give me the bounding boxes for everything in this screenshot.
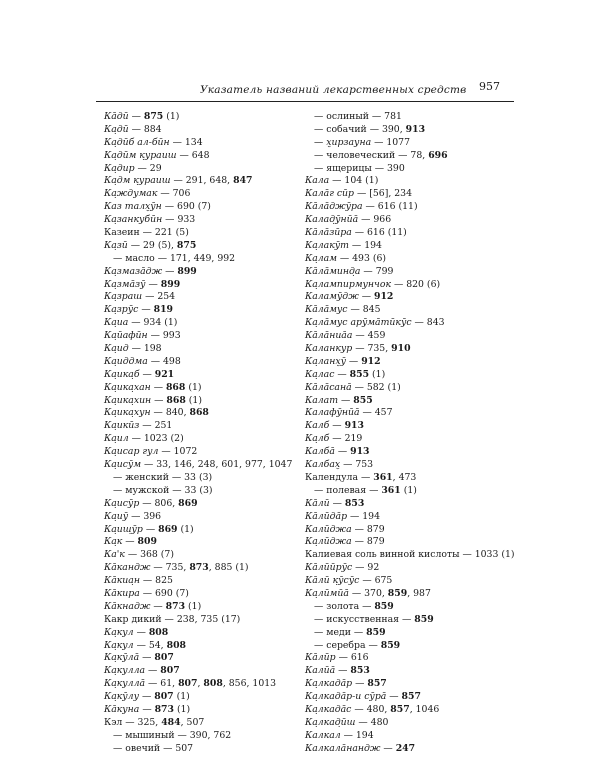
index-entry: — меди — 859 — [314, 626, 386, 638]
index-entry: Ка̄кнадж — 873 (1) — [104, 600, 202, 612]
index-entry: Калба̄ — 913 — [305, 446, 370, 458]
index-entry: Каламӯдж — 912 — [305, 291, 394, 303]
index-entry: Ка̣икӣз — 251 — [104, 420, 173, 432]
index-entry: Ка̣зма̄зӯ — 899 — [104, 278, 181, 290]
index-entry: Кала̄г сӣр — [56], 234 — [305, 188, 412, 200]
index-entry: Ка̄ла̄ниа̄а — 459 — [305, 330, 386, 342]
index-entry: Ка̣исӯр — 806, 869 — [104, 497, 198, 509]
index-entry: Ка̣лкада̄с — 480, 857, 1046 — [305, 703, 440, 715]
index-entry: Ка̣исӯм — 33, 146, 248, 601, 977, 1047 — [104, 459, 293, 471]
index-entry: Ка̣дир — 29 — [104, 162, 162, 174]
index-entry: Казеин — 221 (5) — [104, 227, 189, 239]
index-entry: Ка̣лкада̄р — 857 — [305, 678, 387, 690]
index-entry: — золота — 859 — [314, 600, 394, 612]
index-entry: — ослиный — 781 — [314, 111, 402, 122]
index-entry: Калат — 855 — [305, 394, 373, 406]
index-entry: — овечий — 507 — [113, 742, 194, 754]
index-entry: Ка̣лакӯт — 194 — [305, 239, 382, 251]
index-entry: Ка̣к — 809 — [104, 536, 157, 548]
index-entry: Ка̣дӣ — 884 — [104, 123, 162, 135]
index-entry: Ка̣занкубӣн — 933 — [104, 214, 196, 226]
index-entry: Какр дикий — 238, 735 (17) — [104, 613, 241, 625]
index-entry: Ка̣дӣм к̣ураиш — 648 — [104, 149, 210, 161]
index-entry: — ящерицы — 390 — [314, 162, 405, 174]
index-entry: Ка̣дӣб ал-бӣн — 134 — [104, 136, 203, 148]
index-entry: — человеческий — 78, 696 — [314, 149, 448, 161]
index-entry: Калкал — 194 — [305, 729, 374, 741]
index-entry: Ка̣ика̣хан — 868 (1) — [104, 381, 202, 393]
index-entry: Ка̣кулла — 807 — [104, 665, 180, 677]
index-entry: Ка̣ика̣хун — 840, 868 — [104, 407, 209, 419]
index-entry: Ка̣ика̣хин — 868 (1) — [104, 394, 202, 406]
index-entry: Кала — 104 (1) — [305, 175, 379, 187]
index-entry: Ка̣иш̣ӯр — 869 (1) — [104, 523, 194, 535]
index-entry: Ка̣лам — 493 (6) — [305, 252, 387, 264]
index-entry: Ка̄ла̄зӣра — 616 (11) — [305, 227, 407, 239]
index-entry: Ка̄ла̄джӯра — 616 (11) — [305, 201, 418, 213]
index-column-left — [104, 111, 304, 756]
index-entry: — мужской — 33 (3) — [113, 484, 213, 496]
running-header — [96, 80, 514, 102]
index-entry: Ка̣кулла̄ — 61, 807, 808, 856, 1013 — [104, 678, 277, 690]
index-entry: — х̮ирзауна — 1077 — [314, 136, 410, 148]
index-entry: Кэл — 325, 484, 507 — [104, 716, 205, 728]
index-entry: Ка̄лӣ — 853 — [305, 497, 365, 509]
header-rule — [96, 101, 514, 102]
index-entry: Ка̣лб — 219 — [305, 433, 363, 445]
index-entry: Ка̄кира — 690 (7) — [104, 587, 189, 599]
index-entry: Ка̣кӯлу — 807 (1) — [104, 691, 190, 703]
index-entry: Калбах̮ — 753 — [305, 459, 374, 471]
index-entry: — искусственная — 859 — [314, 613, 434, 625]
index-entry: — собачий — 390, 913 — [314, 123, 426, 135]
index-entry: Ка̣ждумак — 706 — [104, 188, 191, 200]
index-entry: Калӣа̄ — 853 — [305, 665, 370, 677]
index-entry: Ка̣змаза̄дж — 899 — [104, 265, 197, 277]
index-entry: Ка̣зӣ — 29 (5), 875 — [104, 239, 197, 251]
index-entry: Калкала̄нандж — 247 — [305, 742, 416, 754]
index-entry: Ка̣ил — 1023 (2) — [104, 433, 184, 445]
index-entry: Ка̣лӣмӣа̄ — 370, 859, 987 — [305, 587, 431, 599]
index-entry: Ка̣исар гул — 1072 — [104, 446, 198, 458]
index-entry: Ка̄лӣр — 616 — [305, 652, 369, 664]
index-entry: Ка̣кӯла̄ — 807 — [104, 652, 174, 664]
index-entry: Ка̄лӣда̄р — 194 — [305, 510, 380, 522]
index-entry: Калӣджа — 879 — [305, 523, 385, 535]
index-entry: Ка̣иддма — 498 — [104, 355, 181, 367]
index-entry: Ка̄кандж — 735, 873, 885 (1) — [104, 562, 249, 574]
index-entry: Ка̄ла̄сана̄ — 582 (1) — [305, 381, 401, 393]
index-entry: Калад̣ӯнӣа̄ — 966 — [305, 214, 392, 226]
index-entry: Ка̣кул — 54, 808 — [104, 639, 187, 651]
index-entry: Калафӯнӣа̄ — 457 — [305, 407, 393, 419]
index-entry: Ка̄киа̣н — 825 — [104, 575, 173, 587]
index-entry: — серебра — 859 — [314, 639, 401, 651]
index-entry: Калб — 913 — [305, 420, 364, 432]
index-entry: Ка̣лкад̣ӣш — 480 — [305, 716, 389, 728]
index-entry: Ка̄дӣ — 875 (1) — [104, 111, 180, 122]
index-entry: Каланкур — 735, 910 — [305, 343, 411, 355]
index-entry: Ка̄куна — 873 (1) — [104, 703, 191, 715]
index-entry: Ка̣лас — 855 (1) — [305, 368, 386, 380]
index-entry: Ка̣лкада̄р-и сӯра̄ — 857 — [305, 691, 421, 703]
index-entry: Ка̣ла̄мус арӯма̄тӣкӯс — 843 — [305, 317, 445, 329]
index-entry: — полевая — 361 (1) — [314, 484, 417, 496]
index-entry: Ка'к — 368 (7) — [104, 549, 174, 561]
index-column-right — [305, 111, 520, 756]
index-entry: Календула — 361, 473 — [305, 471, 417, 483]
index-entry: Ка̣иӯ — 396 — [104, 510, 162, 522]
index-entry: — масло — 171, 449, 992 — [113, 252, 236, 264]
index-entry: Ка̣зрӯс — 819 — [104, 304, 174, 316]
index-entry: Ка̣лампирмунчок — 820 (6) — [305, 278, 441, 290]
index-entry: Ка̣иа — 934 (1) — [104, 317, 178, 329]
index-entry: Ка̣ид — 198 — [104, 343, 162, 355]
index-entry: Ка̣ӣафӣн — 993 — [104, 330, 181, 342]
index-entry: Калиевая соль винной кислоты — 1033 (1) — [305, 549, 515, 561]
index-entry: Ка̄ла̄мус — 845 — [305, 304, 381, 316]
header-title: Указатель названий лекарственных средств — [200, 84, 467, 96]
index-entry: Ка̣зраш — 254 — [104, 291, 176, 303]
index-entry: Ка̄лӣӣрӯс — 92 — [305, 562, 380, 574]
index-entry: Ка̣ика̣б — 921 — [104, 368, 175, 380]
index-entry: Ка̄лӣ к̣ӯсӯс — 675 — [305, 575, 393, 587]
index-entry: Ка̣дм к̣ураиш — 291, 648, 847 — [104, 175, 253, 187]
index-entry: Ка̣кул — 808 — [104, 626, 169, 638]
index-entry: — мышиный — 390, 762 — [113, 729, 232, 741]
index-entry: Ка̣лӣджа — 879 — [305, 536, 385, 548]
index-entry: Каз талх̮ӯн — 690 (7) — [104, 201, 211, 213]
index-entry: Ка̣ланх̮ӯ — 912 — [305, 355, 381, 367]
index-entry: Ка̄ла̄минд̣а — 799 — [305, 265, 394, 277]
page-number: 957 — [479, 80, 500, 93]
index-entry: — женский — 33 (3) — [113, 471, 213, 483]
